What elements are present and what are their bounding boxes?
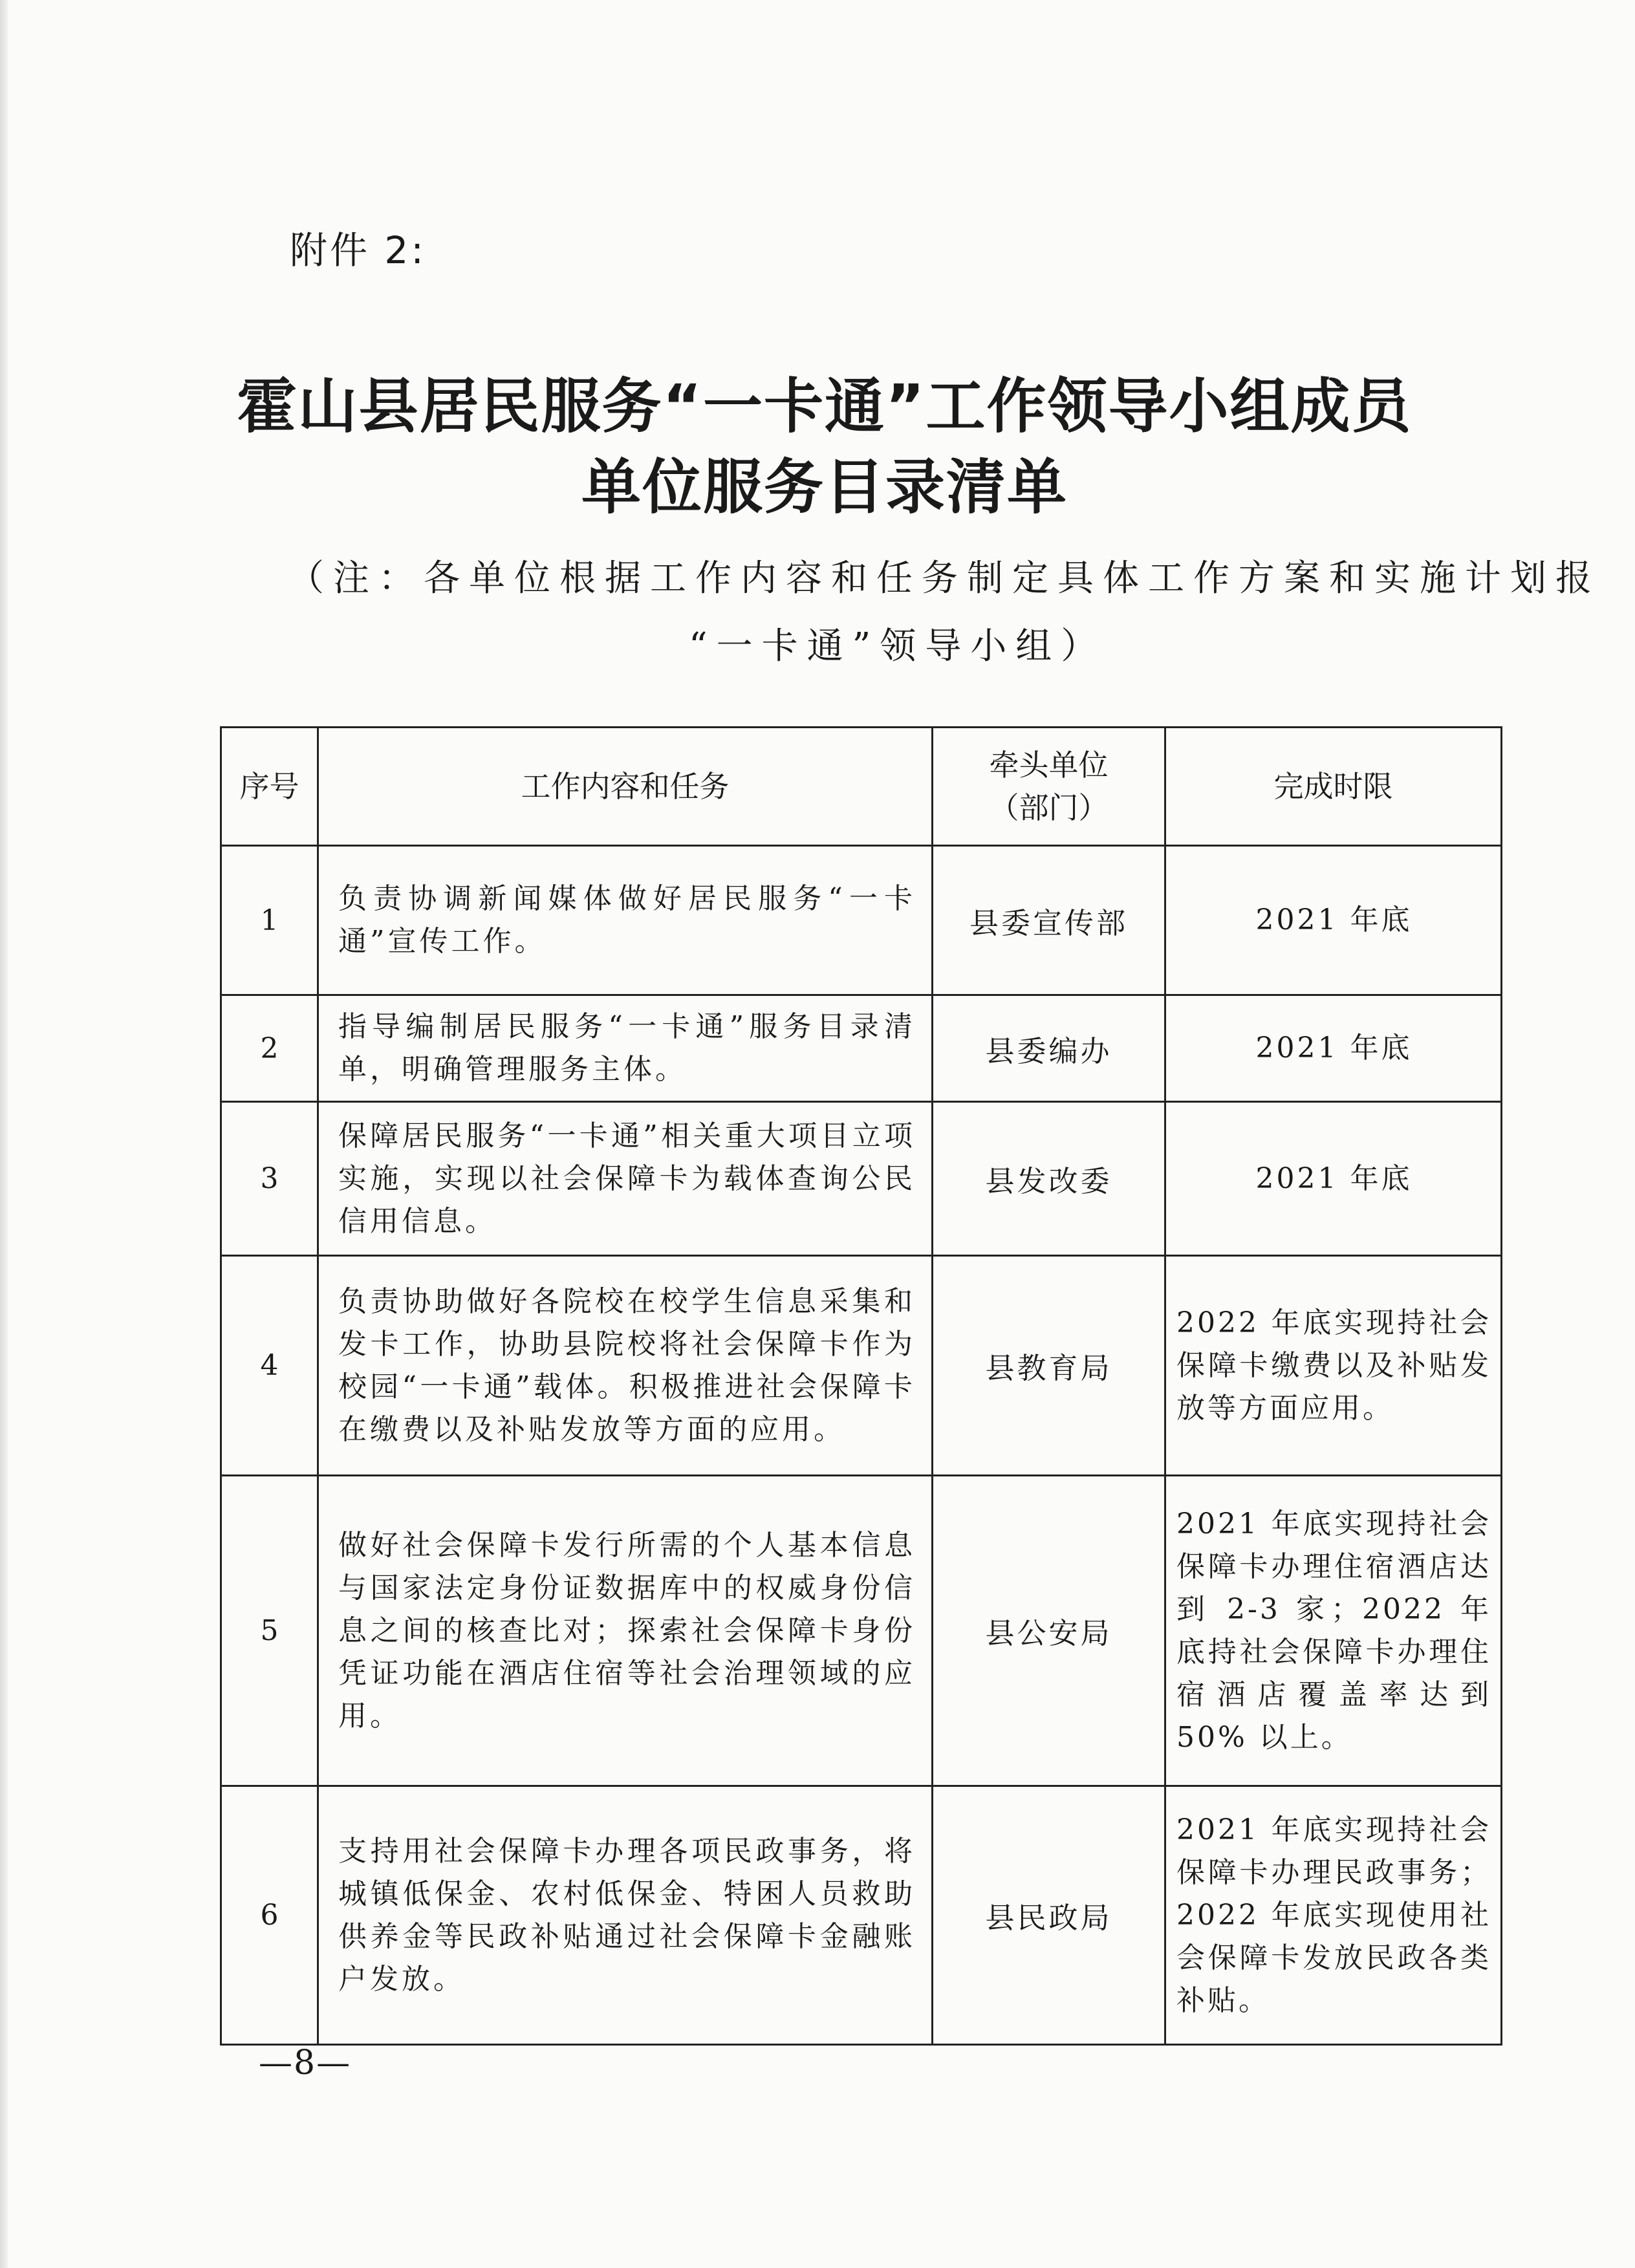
row-deadline: 2021 年底 (1165, 846, 1502, 995)
page-title-line-2: 单位服务目录清单 (581, 453, 1068, 522)
row-task: 做好社会保障卡发行所需的个人基本信息与国家法定身份证数据库中的权威身份信息之间的核查比对；探索社会保障卡身份凭证功能在酒店住宿等社会治理领域的应用。 (318, 1476, 933, 1786)
table-header-row (221, 728, 1502, 846)
row-deadline: 2021 年底实现持社会保障卡办理住宿酒店达到 2-3 家；2022 年底持社会保障卡办理住宿酒店覆盖率达到 50% 以上。 (1165, 1476, 1502, 1786)
row-task: 支持用社会保障卡办理各项民政事务，将城镇低保金、农村低保金、特困人员救助供养金等民政补贴通过社会保障卡金融账户发放。 (318, 1786, 933, 2045)
row-task: 负责协助做好各院校在校学生信息采集和发卡工作，协助县院校将社会保障卡作为校园“一卡通”载体。积极推进社会保障卡在缴费以及补贴发放等方面的应用。 (318, 1256, 933, 1476)
row-deadline: 2021 年底 (1165, 995, 1502, 1102)
table-row (221, 846, 1502, 995)
row-no: 3 (221, 1102, 318, 1256)
header-unit (933, 728, 1165, 846)
row-unit: 县民政局 (933, 1786, 1165, 2045)
header-task: 工作内容和任务 (318, 728, 933, 846)
row-deadline: 2021 年底实现持社会保障卡办理民政事务；2022 年底实现使用社会保障卡发放民政各类补贴。 (1165, 1786, 1502, 2045)
row-deadline: 2022 年底实现持社会保障卡缴费以及补贴发放等方面应用。 (1165, 1256, 1502, 1476)
table-row (221, 1102, 1502, 1256)
header-deadline: 完成时限 (1165, 728, 1502, 846)
row-unit: 县发改委 (933, 1102, 1165, 1256)
row-task: 负责协调新闻媒体做好居民服务“一卡通”宣传工作。 (318, 846, 933, 995)
row-no: 4 (221, 1256, 318, 1476)
attachment-label: 附件 2: (290, 228, 426, 272)
row-no: 5 (221, 1476, 318, 1786)
row-no: 2 (221, 995, 318, 1102)
table-row (221, 1256, 1502, 1476)
row-unit: 县公安局 (933, 1476, 1165, 1786)
table-row (221, 1786, 1502, 2045)
row-unit: 县教育局 (933, 1256, 1165, 1476)
table-row (221, 1476, 1502, 1786)
scan-edge (0, 0, 8, 2268)
row-no: 1 (221, 846, 318, 995)
row-unit: 县委宣传部 (933, 846, 1165, 995)
service-catalog-table (220, 726, 1502, 2046)
page-number: —8— (259, 2044, 352, 2082)
header-unit-line-2: （部门） (989, 790, 1109, 825)
row-task: 保障居民服务“一卡通”相关重大项目立项实施，实现以社会保障卡为载体查询公民信用信息。 (318, 1102, 933, 1256)
row-unit: 县委编办 (933, 995, 1165, 1102)
row-task: 指导编制居民服务“一卡通”服务目录清单，明确管理服务主体。 (318, 995, 933, 1102)
page-title-line-1: 霍山县居民服务“一卡通”工作领导小组成员 (237, 372, 1413, 441)
header-unit-line-1: 牵头单位 (989, 748, 1109, 783)
note-line-2: “一卡通”领导小组） (689, 625, 1107, 667)
note-line-1: （注：各单位根据工作内容和任务制定具体工作方案和实施计划报 (288, 557, 1601, 599)
row-deadline: 2021 年底 (1165, 1102, 1502, 1256)
row-no: 6 (221, 1786, 318, 2045)
header-no: 序号 (221, 728, 318, 846)
table-row (221, 995, 1502, 1102)
